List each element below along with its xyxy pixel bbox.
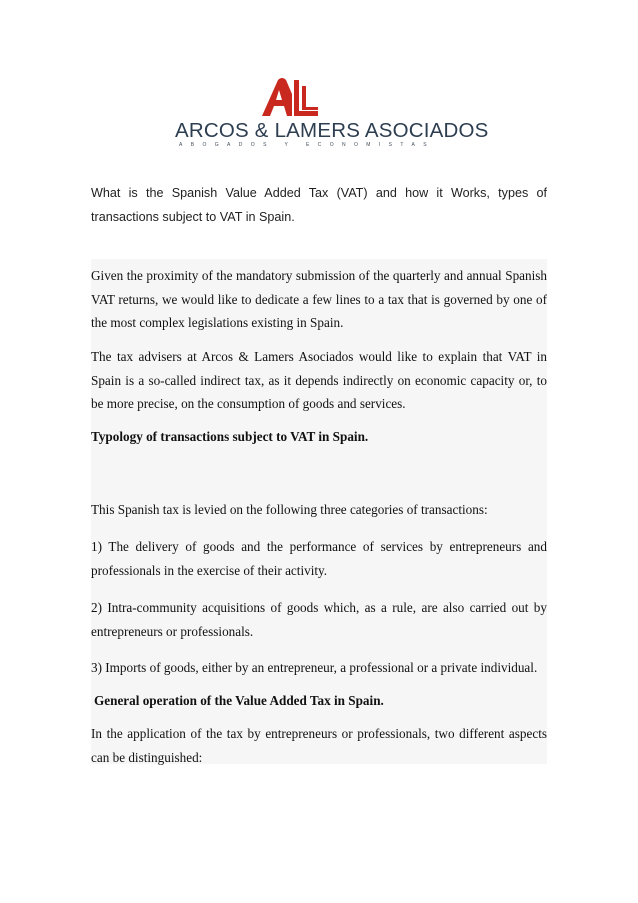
list-item: 1) The delivery of goods and the performance of services by entrepreneurs and professionals in the exercise of their activity. bbox=[91, 539, 547, 578]
section-heading: General operation of the Value Added Tax in Spain. bbox=[94, 693, 384, 708]
section-heading: Typology of transactions subject to VAT in Spain. bbox=[91, 429, 369, 444]
paragraph: In the application of the tax by entrepreneurs or professionals, two different aspects can be distinguished: bbox=[91, 726, 547, 765]
paragraph: Given the proximity of the mandatory submission of the quarterly and annual Spanish VAT returns, we would like to dedicate a few lines to a tax that is governed by one of the most complex legislations existing in Spain. bbox=[91, 268, 547, 330]
company-name: ARCOS & LAMERS ASOCIADOS bbox=[175, 119, 489, 142]
company-logo bbox=[175, 76, 489, 150]
company-tagline: ABOGADOS Y ECONOMISTAS bbox=[179, 142, 435, 148]
article-title: What is the Spanish Value Added Tax (VAT) and how it Works, types of transactions subject to VAT in Spain. bbox=[91, 186, 547, 224]
list-item: 3) Imports of goods, either by an entrepreneur, a professional or a private individual. bbox=[91, 660, 538, 675]
paragraph: This Spanish tax is levied on the following three categories of transactions: bbox=[91, 502, 488, 517]
paragraph: The tax advisers at Arcos & Lamers Asociados would like to explain that VAT in Spain is a so-called indirect tax, as it depends indirectly on economic capacity or, to be more precise, on the consumption of goods and services. bbox=[91, 349, 547, 411]
al-logo-mark-icon bbox=[260, 76, 320, 118]
list-item: 2) Intra-community acquisitions of goods which, as a rule, are also carried out by entrepreneurs or professionals. bbox=[91, 600, 547, 639]
